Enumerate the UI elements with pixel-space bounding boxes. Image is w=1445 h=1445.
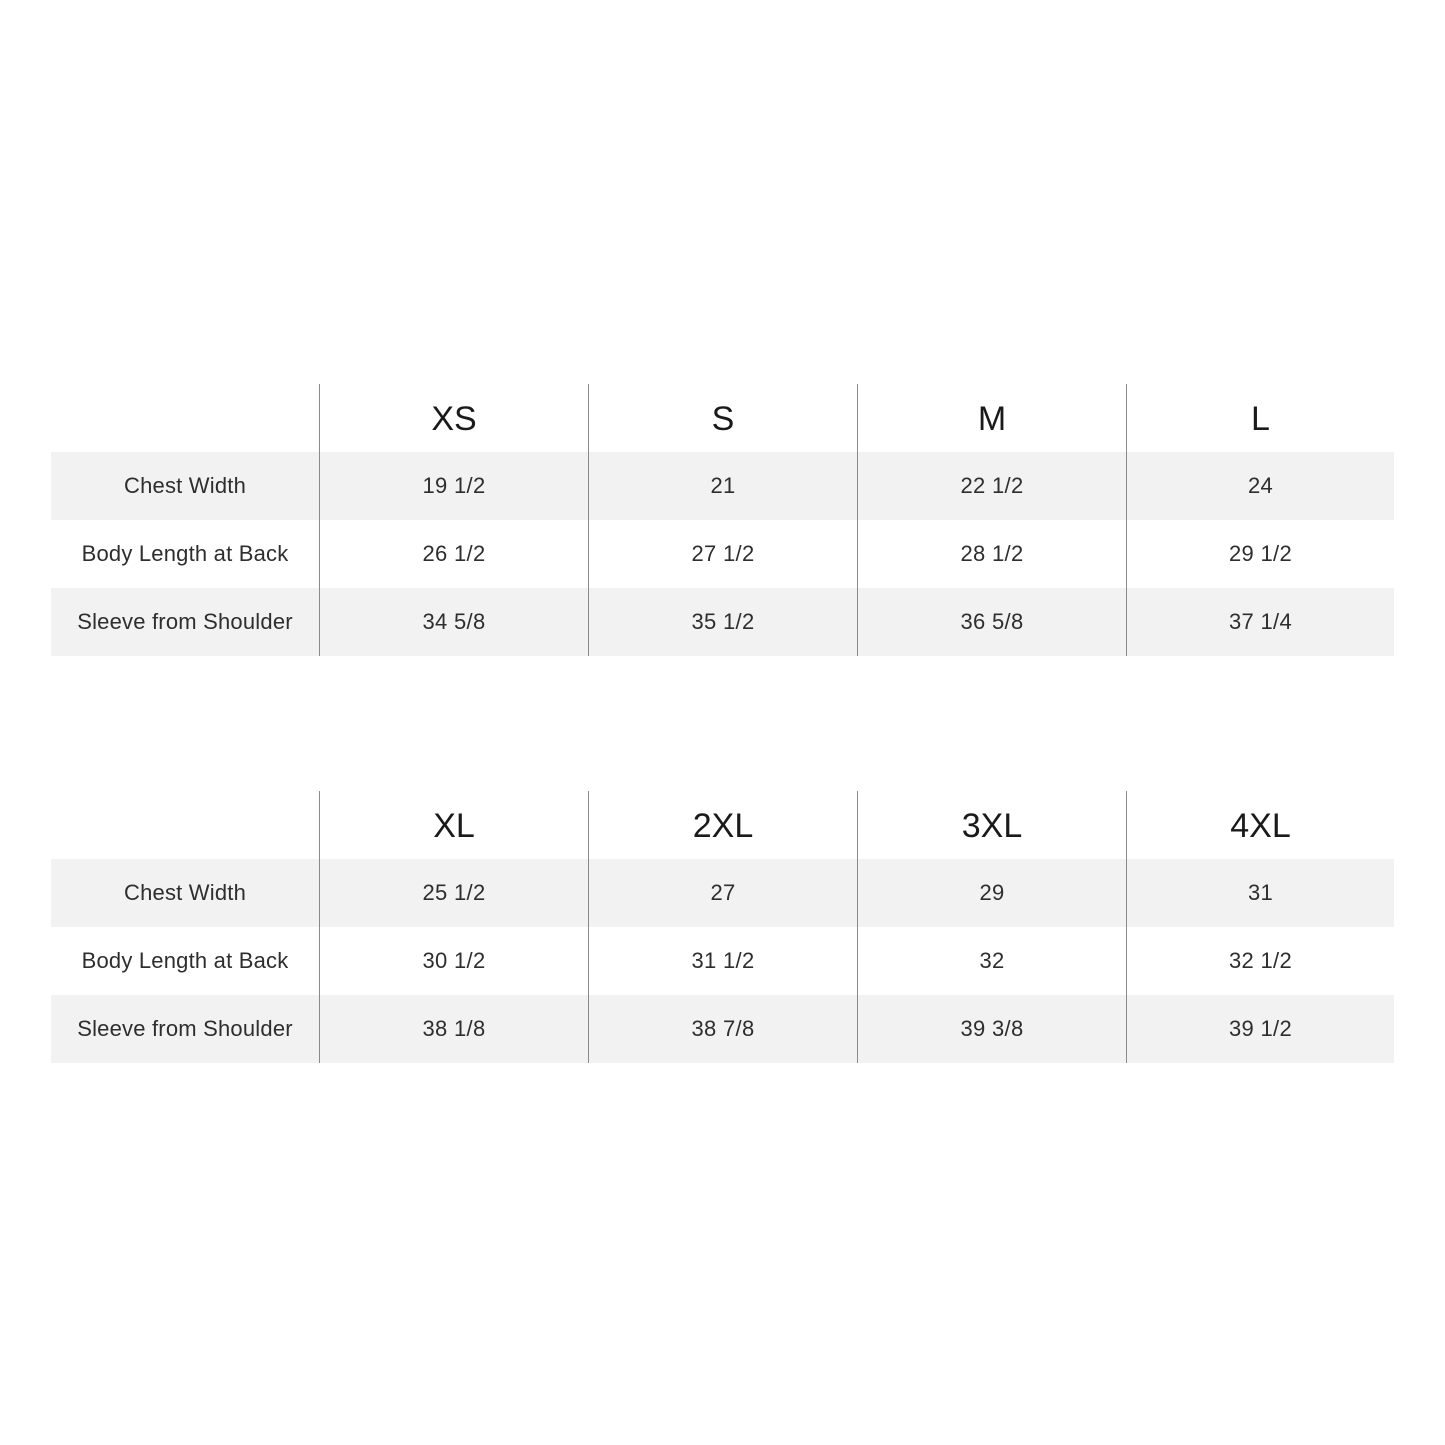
table-cell: 26 1/2 bbox=[320, 520, 589, 588]
header-corner bbox=[51, 791, 320, 859]
row-label: Chest Width bbox=[51, 859, 320, 927]
table-cell: 21 bbox=[589, 452, 858, 520]
size-header: XS bbox=[320, 384, 589, 452]
table-cell: 29 bbox=[858, 859, 1127, 927]
size-chart-table-2 bbox=[51, 791, 1394, 1063]
size-header: XL bbox=[320, 791, 589, 859]
table-cell: 29 1/2 bbox=[1229, 541, 1292, 566]
table-cell: 27 1/2 bbox=[589, 520, 858, 588]
size-header: 4XL bbox=[1230, 806, 1291, 845]
table-cell: 28 1/2 bbox=[858, 520, 1127, 588]
row-label: Sleeve from Shoulder bbox=[51, 995, 320, 1063]
table-cell: 36 5/8 bbox=[858, 588, 1127, 656]
table-cell: 30 1/2 bbox=[320, 927, 589, 995]
table-cell: 22 1/2 bbox=[858, 452, 1127, 520]
table-cell: 35 1/2 bbox=[589, 588, 858, 656]
table-cell: 32 bbox=[858, 927, 1127, 995]
table-cell: 31 bbox=[1127, 859, 1394, 927]
row-label: Body Length at Back bbox=[51, 927, 320, 995]
size-header: 2XL bbox=[589, 791, 858, 859]
row-label: Body Length at Back bbox=[51, 520, 320, 588]
table-cell: 19 1/2 bbox=[320, 452, 589, 520]
size-header: 3XL bbox=[858, 791, 1127, 859]
table-cell: 27 bbox=[589, 859, 858, 927]
size-header: S bbox=[589, 384, 858, 452]
table-cell: 38 1/8 bbox=[320, 995, 589, 1063]
table-cell: 39 1/2 bbox=[1127, 995, 1394, 1063]
table-cell: 37 1/4 bbox=[1127, 588, 1394, 656]
table-cell: 38 7/8 bbox=[589, 995, 858, 1063]
table-cell: 32 1/2 bbox=[1229, 948, 1292, 973]
row-label: Sleeve from Shoulder bbox=[51, 588, 320, 656]
table-cell: 24 bbox=[1127, 452, 1394, 520]
size-header: M bbox=[858, 384, 1127, 452]
table-cell: 34 5/8 bbox=[320, 588, 589, 656]
size-chart-table-1 bbox=[51, 384, 1394, 656]
table-cell: 31 1/2 bbox=[589, 927, 858, 995]
row-label: Chest Width bbox=[51, 452, 320, 520]
size-header: L bbox=[1251, 399, 1270, 438]
table-cell: 39 3/8 bbox=[858, 995, 1127, 1063]
header-corner bbox=[51, 384, 320, 452]
table-cell: 25 1/2 bbox=[320, 859, 589, 927]
